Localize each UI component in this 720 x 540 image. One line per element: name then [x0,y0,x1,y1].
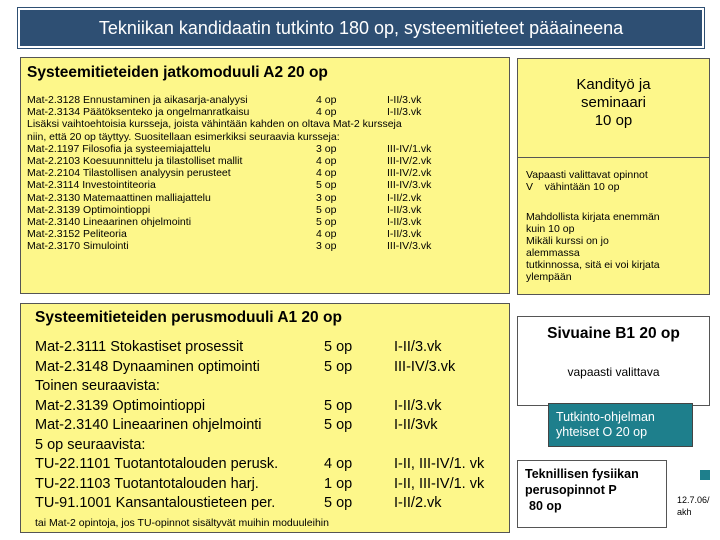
fysiikan-box: Teknillisen fysiikan perusopinnot P 80 op [517,460,667,528]
course-row: Mat-2.3140 Lineaarinen ohjelmointi 5 op I-II/3.vk [27,216,422,229]
course-row: Mat-2.3170 Simulointi 3 op III-IV/3.vk [27,240,432,253]
sivuaine-title: Sivuaine B1 20 op [547,325,680,342]
kandityo-divider [518,157,709,158]
course-row: Mat-2.3152 Peliteoria 4 op I-II/3.vk [27,228,422,241]
a1-footnote: tai Mat-2 opintoja, jos TU-opinnot sisältyvät muihin moduuleihin [35,516,329,529]
a2-course-list [27,94,509,253]
a2-module-box [20,57,510,294]
course-row: Mat-2.3148 Dynaaminen optimointi 5 op III-IV/3.vk [35,358,456,375]
sivuaine-box [517,316,710,406]
course-row: Mat-2.3140 Lineaarinen ohjelmointi 5 op I-II/3vk [35,417,438,433]
course-row: Mat-2.3139 Optimointioppi 5 op I-II/3.vk [27,203,422,216]
course-row: TU-91.1001 Kansantaloustieteen per. 5 op I-II/2.vk [35,495,442,511]
yhteiset-box: Tutkinto-ohjelman yhteiset O 20 op [548,403,693,447]
course-row: Mat-2.3128 Ennustaminen ja aikasarja-analyysi 4 op I-II/3.vk [27,94,422,106]
a2-note-line2: niin, että 20 op täyttyy. Suositellaan esimerkiksi seuraavia kursseja: [27,130,340,143]
a1-choose-five-op: 5 op seuraavista: [35,436,146,453]
course-row: Mat-2.3139 Optimointioppi 5 op I-II/3.vk [35,397,442,414]
a1-heading: Systeemitieteiden perusmoduuli A1 20 op [35,309,342,326]
course-row: Mat-2.1197 Filosofia ja systeemiajattelu 3 op III-IV/1.vk [27,142,432,155]
optional-studies: Vapaasti valittavat opinnot V vähintään 10 op [526,169,648,193]
course-row: TU-22.1103 Tuotantotalouden harj. 1 op I-II, III-IV/1. vk [35,475,485,492]
course-row: Mat-2.3134 Päätöksenteko ja ongelmanratkaisu 4 op I-II/3.vk [27,106,422,119]
slide-title: Tekniikan kandidaatin tutkinto 180 op, systeemitieteet pääaineena [18,8,704,48]
kandityo-title: Kandityö ja seminaari 10 op [576,76,651,129]
course-row: Mat-2.3130 Matemaattinen malliajattelu 3 op I-II/2.vk [27,191,422,204]
sivuaine-sub: vapaasti valittava [567,365,660,379]
a2-heading: Systeemitieteiden jatkomoduuli A2 20 op [27,64,328,81]
a1-choose-one: Toinen seuraavista: [35,378,160,394]
course-row: Mat-2.2103 Koesuunnittelu ja tilastolliset mallit 4 op III-IV/2.vk [27,155,432,168]
course-row: Mat-2.3111 Stokastiset prosessit 5 op I-II/3.vk [35,339,442,355]
kandityo-box [517,58,710,295]
optional-extra-note: Mahdollista kirjata enemmän kuin 10 op Mikäli kurssi on jo alemmassa tutkinnossa, sitä ei voi kirjata ylempään [526,211,660,283]
a1-course-list [35,338,509,514]
fysiikan-edge [700,470,710,480]
course-row: Mat-2.3114 Investointiteoria 5 op III-IV/3.vk [27,179,432,192]
course-row: TU-22.1101 Tuotantotalouden perusk. 4 op I-II, III-IV/1. vk [35,456,485,472]
date-note: 12.7.06/ akh [677,495,710,517]
course-row: Mat-2.2104 Tilastollisen analyysin perusteet 4 op III-IV/2.vk [27,167,432,180]
a1-module-box [20,303,510,533]
a2-note-line1: Lisäksi vaihtoehtoisia kursseja, joista vähintään kahden on oltava Mat-2 kursseja [27,118,402,131]
